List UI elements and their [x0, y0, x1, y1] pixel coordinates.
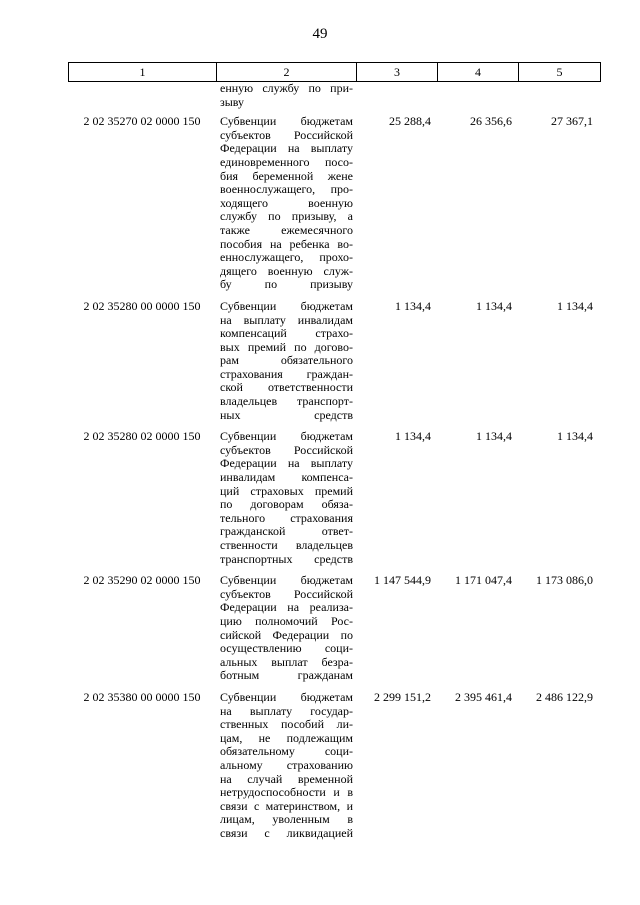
budget-code [68, 82, 216, 109]
description-line: по договорам обяза- [220, 497, 353, 512]
amount-column-3: 1 134,4 [395, 429, 431, 444]
column-header-1: 1 [69, 63, 217, 82]
budget-code: 2 02 35280 02 0000 150 [83, 429, 201, 444]
description-line: ственных пособий ли- [220, 717, 353, 732]
amount-column-3: 1 147 544,9 [374, 573, 431, 588]
description-line: Федерации на выплату [220, 141, 353, 156]
description-line: ственности владельцев [220, 538, 353, 552]
description-line: гражданской ответ- [220, 524, 353, 539]
table-row [68, 300, 600, 422]
table-row [68, 430, 600, 566]
description-line: Федерации на выплату [220, 456, 353, 471]
amount-column-4: 1 134,4 [476, 298, 512, 313]
description-line: пособия на ребенка во- [220, 236, 353, 251]
description-line: субъектов Российской [220, 442, 353, 457]
description-line: инвалидам компенса- [220, 470, 353, 485]
description-line: владельцев транспорт- [220, 394, 353, 409]
table-header [68, 62, 601, 82]
column-header-5: 5 [519, 63, 601, 82]
budget-code: 2 02 35280 00 0000 150 [83, 298, 201, 313]
amount-column-5: 2 486 122,9 [536, 689, 593, 704]
amount-column-3: 2 299 151,2 [374, 689, 431, 704]
description [216, 691, 356, 841]
amount-column-3 [356, 82, 437, 109]
amount-column-4 [437, 82, 518, 109]
description-line: компенсаций страхо- [220, 326, 353, 341]
amount-column-4: 1 134,4 [476, 429, 512, 444]
amount-column-5 [518, 82, 599, 109]
description-line: на случай временной [220, 771, 353, 786]
table-body [68, 82, 600, 840]
table-row [68, 691, 600, 841]
description-line: ской ответственности [220, 380, 353, 395]
column-header-4: 4 [438, 63, 519, 82]
description-line: лицам, уволенным в [220, 812, 353, 827]
description-line: зыву [220, 94, 245, 109]
description-line: осуществлению соци- [220, 641, 353, 656]
description-line: енную службу по при- [220, 81, 353, 95]
description-line: бу по призыву [220, 277, 353, 292]
description [216, 115, 356, 292]
description-line: бия беременной жене [220, 168, 353, 183]
description-line: военнослужащего, про- [220, 182, 353, 197]
amount-column-5: 1 134,4 [557, 429, 593, 444]
description-line: альных выплат безра- [220, 654, 353, 669]
description [216, 430, 356, 566]
amount-column-5: 1 173 086,0 [536, 573, 593, 588]
description-line: Субвенции бюджетам [220, 114, 353, 129]
description-line: рам обязательного [220, 353, 353, 368]
description-line: на выплату инвалидам [220, 312, 353, 327]
description-line: связи с материнством, и [220, 798, 353, 813]
table-row [68, 82, 600, 109]
description-line: цам, не подлежащим [220, 730, 353, 745]
description-line: дящего военную служ- [220, 263, 353, 278]
description-line: Субвенции бюджетам [220, 573, 353, 588]
description-line: Федерации на реализа- [220, 600, 353, 615]
amount-column-4: 26 356,6 [470, 114, 512, 129]
amount-column-4: 1 171 047,4 [455, 573, 512, 588]
description-line: цию полномочий Рос- [220, 613, 353, 628]
description-line: ций страховых премий [220, 483, 353, 498]
table-row [68, 115, 600, 292]
budget-code: 2 02 35380 00 0000 150 [83, 689, 201, 704]
column-header-2: 2 [217, 63, 357, 82]
amount-column-3: 1 134,4 [395, 298, 431, 313]
description-line: страхования граждан- [220, 366, 353, 381]
description-line: субъектов Российской [220, 127, 353, 142]
description-line: ходящего военную [220, 195, 353, 210]
amount-column-5: 1 134,4 [557, 298, 593, 313]
description-line: еннослужащего, прохо- [220, 250, 353, 265]
description-line: на выплату государ- [220, 703, 353, 718]
description-line: связи с ликвидацией [220, 825, 353, 840]
description-line: субъектов Российской [220, 586, 353, 601]
description-line: Субвенции бюджетам [220, 298, 353, 313]
description-line: Субвенции бюджетам [220, 689, 353, 704]
description-line: сийской Федерации по [220, 627, 353, 642]
description-line: нетрудоспособности и в [220, 785, 353, 800]
description-line: Субвенции бюджетам [220, 429, 353, 444]
description-line: ных средств [220, 407, 353, 422]
description-line: тельного страхования [220, 510, 353, 525]
description [216, 82, 356, 109]
description-line: единовременного посо- [220, 154, 353, 169]
budget-code: 2 02 35270 02 0000 150 [83, 114, 201, 129]
description-line: также ежемесячного [220, 222, 353, 237]
description-line: вых премий по догово- [220, 339, 353, 354]
description [216, 574, 356, 683]
table-row [68, 574, 600, 683]
description [216, 300, 356, 422]
budget-code: 2 02 35290 02 0000 150 [83, 573, 201, 588]
amount-column-4: 2 395 461,4 [455, 689, 512, 704]
description-line: обязательному соци- [220, 744, 353, 759]
description-line: службу по призыву, а [220, 209, 353, 224]
page-number: 49 [312, 26, 328, 42]
description-line: транспортных средств [220, 551, 353, 566]
column-header-3: 3 [357, 63, 438, 82]
amount-column-3: 25 288,4 [389, 114, 431, 129]
description-line: ботным гражданам [220, 668, 353, 683]
description-line: альному страхованию [220, 757, 353, 772]
amount-column-5: 27 367,1 [551, 114, 593, 129]
